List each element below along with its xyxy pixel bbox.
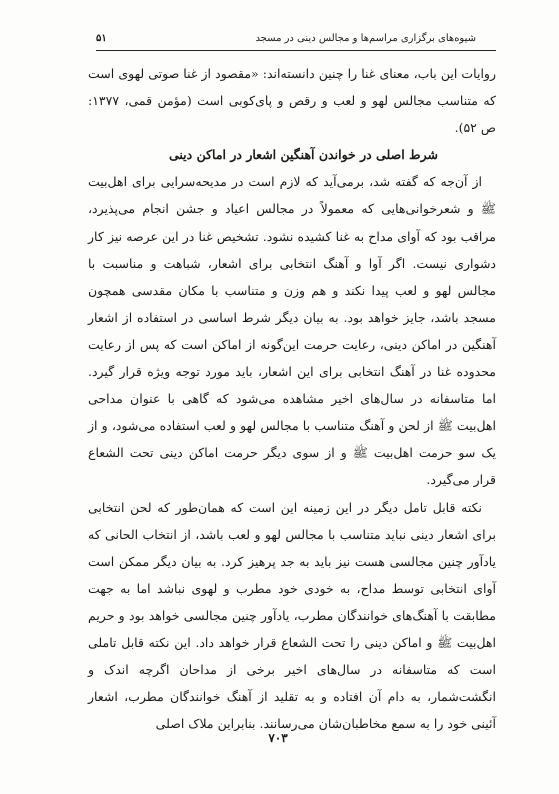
body-text xyxy=(88,60,496,737)
paragraph-intro: روایات این باب، معنای غنا را چنین دانسته‌اند: «مقصود از غنا صوتی لهوی است که متناسب مجالس لهو و لعب و رقص و پای‌کوبی است (مؤمن قمی، ۱۳۷۷: ص ۵۲). xyxy=(88,66,496,136)
running-header xyxy=(96,32,496,48)
header-page-number: ۵۱ xyxy=(96,33,107,44)
header-title: شیوه‌های برگزاری مراسم‌ها و مجالس دینی در مسجد xyxy=(255,33,476,44)
footer-page-number: ۷۰۳ xyxy=(268,731,288,745)
section-heading: شرط اصلی در خواندن آهنگین اشعار در اماکن دینی xyxy=(168,147,438,163)
paragraph-note: نکته قابل تامل دیگر در این زمینه این است که همان‌طور که لحن انتخابی برای اشعار دینی نباید متناسب با مجالس لهو و لعب باشد، از انتخاب الحانی که یادآور چنین مجالسی هست نیز باید به جد پرهیز کرد. به بیان دیگر ممکن است آوای انتخابی توسط مداح، به خودی خود مطرب و لهوی نباشد اما به جهت مطابقت با آهنگ‌های خوانندگان مطرب، یادآور چنین مجالسی خواهد بود و حریم اهل‌بیت ﷺ و اماکن دینی را تحت الشعاع قرار خواهد داد. این نکته قابل تاملی است که متاسفانه در سال‌های اخیر برخی از مداحان اگرچه اندک و انگشت‌شمار، به دام آن افتاده و به تقلید از آهنگ خوانندگان مطرب، اشعار آئینی خود را به سمع مخاطبان‌شان می‌رسانند. بنابراین ملاک اصلی xyxy=(88,499,496,732)
paragraph-main: از آن‌جه که گفته شد، برمی‌آید که لازم است در مدیحه‌سرایی برای اهل‌بیت ﷺ و شعرخوانی‌هایی که معمولاً در مجالس اعیاد و جشن انجام می‌پذیرد، مراقب بود که آوای مداح به غنا کشیده نشود. تشخیص غنا در این عرصه نیز کار دشواری نیست. اگر آوا و آهنگ انتخابی برای اشعار، شباهت و مناسبت با مجالس لهو و لعب پیدا نکند و هم وزن و متناسب با مکان مقدسی همچون مسجد باشد، جایز خواهد بود. به بیان دیگر شرط اساسی در استفاده از اشعار آهنگین در اماکن دینی، رعایت حرمت این‌گونه از اماکن است که پس از رعایت محدوده غنا در آهنگ انتخابی برای این اشعار، باید مورد توجه ویژه قرار گیرد. اما متاسفانه در سال‌های اخیر مشاهده می‌شود که گاهی با عنوان مداحی اهل‌بیت ﷺ از لحن و آهنگ متناسب با مجالس لهو و لعب استفاده می‌شود، و از یک سو حرمت اهل‌بیت ﷺ و از سوی دیگر حرمت اماکن دینی تحت الشعاع قرار می‌گیرد. xyxy=(88,174,496,488)
header-divider xyxy=(96,50,496,51)
